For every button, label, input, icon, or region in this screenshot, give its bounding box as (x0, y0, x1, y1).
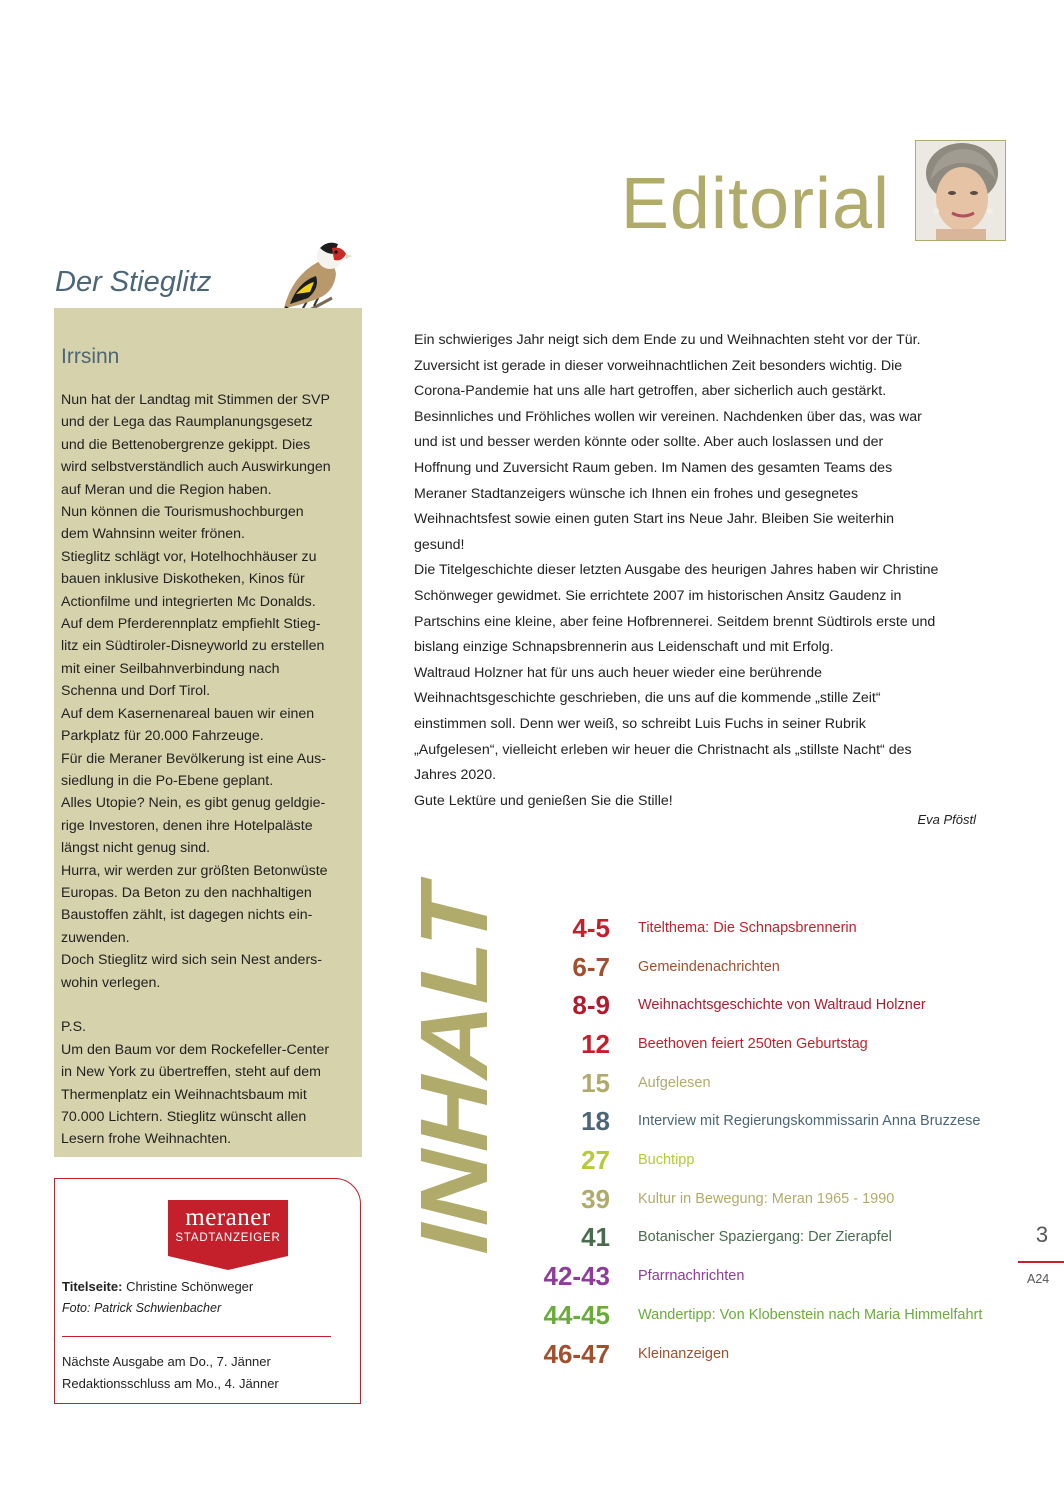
toc-title: Interview mit Regierungskommissarin Anna Bruzzese (638, 1113, 981, 1129)
toc-title: Botanischer Spaziergang: Der Zierapfel (638, 1229, 892, 1245)
toc-item[interactable] (520, 1066, 1020, 1100)
toc-item[interactable] (520, 1182, 1020, 1216)
toc-item[interactable] (520, 950, 1020, 984)
toc-item[interactable] (520, 911, 1020, 945)
toc-pages: 18 (581, 1106, 610, 1136)
toc-title: Kleinanzeigen (638, 1346, 730, 1362)
page-code: A24 (1027, 1272, 1050, 1286)
toc-item[interactable] (520, 988, 1020, 1022)
cover-credit-value: Christine Schönweger (122, 1279, 254, 1294)
toc-heading (400, 888, 508, 1266)
toc-title: Aufgelesen (638, 1075, 711, 1091)
meraner-stadtanzeiger-logo (168, 1200, 288, 1270)
toc-pages: 8-9 (572, 990, 610, 1020)
toc-pages: 6-7 (572, 952, 610, 982)
toc-pages: 12 (581, 1029, 610, 1059)
editorial-author: Eva Pföstl (917, 812, 976, 827)
toc-pages: 39 (581, 1184, 610, 1214)
imprint-divider (62, 1336, 331, 1337)
toc-heading-text: INHALT (400, 893, 508, 1266)
author-portrait (915, 140, 1006, 241)
toc-title: Pfarrnachrichten (638, 1268, 745, 1284)
toc-title: Beethoven feiert 250ten Geburtstag (638, 1036, 868, 1052)
stieglitz-heading: Irrsinn (61, 345, 120, 368)
toc-title: Buchtipp (638, 1152, 695, 1168)
stieglitz-text: Nun hat der Landtag mit Stimmen der SVP und der Lega das Raumplanungsgesetz und die Bettenobergrenze gekippt. Dies wird selbstverständlich auch Auswirkungen auf Meran und die Region haben. Nun können die Tourismushochburgen dem Wahnsinn weiter frönen. Stieglitz schlägt vor, Hotelhochhäuser zu bauen inklusive Diskotheken, Kinos für Actionfilme und integrierten Mc Donalds. Auf dem Pferderennplatz empfiehlt Stieg- litz ein Südtiroler-Disneyworld zu erstellen mit einer Seilbahnverbindung nach Schenna und Dorf Tirol. Auf dem Kasernenareal bauen wir einen Parkplatz für 20.000 Fahrzeuge. Für die Meraner Bevölkerung ist eine Aus- siedlung in die Po-Ebene geplant. Alles Utopie? Nein, es gibt genug geldgie- rige Investoren, denen ihre Hotelpaläste längst nicht genug sind. Hurra, wir werden zur größten Betonwüste Europas. Da Beton zu den nachhaltigen Baustoffen zählt, ist dagegen nichts ein- zuwenden. Doch Stieglitz wird sich sein Nest anders- wohin verlegen. P.S. Um den Baum vor dem Rockefeller-Center in New York zu übertreffen, steht auf dem Thermenplatz ein Weihnachtsbaum mit 70.000 Lichtern. Stieglitz wünscht allen Lesern frohe Weihnachten. (61, 392, 331, 1148)
toc-pages: 41 (581, 1222, 610, 1252)
toc-item[interactable] (520, 1220, 1020, 1254)
page-number-divider (1018, 1261, 1064, 1263)
toc-pages: 42-43 (543, 1261, 610, 1291)
toc-title: Titelthema: Die Schnapsbrennerin (638, 920, 857, 936)
toc-pages: 44-45 (543, 1300, 610, 1330)
page-number: 3 (1035, 1222, 1049, 1247)
toc-pages: 27 (581, 1145, 610, 1175)
cover-credit (62, 1279, 253, 1294)
toc-item[interactable] (520, 1298, 1020, 1332)
toc-title: Gemeindenachrichten (638, 959, 780, 975)
toc-title: Weihnachtsgeschichte von Waltraud Holzner (638, 997, 926, 1013)
toc-item[interactable] (520, 1027, 1020, 1061)
editorial-deadline: Redaktionsschluss am Mo., 4. Jänner (62, 1376, 279, 1391)
toc-item[interactable] (520, 1143, 1020, 1177)
next-issue: Nächste Ausgabe am Do., 7. Jänner (62, 1354, 271, 1369)
cover-credit-label: Titelseite: (62, 1279, 123, 1294)
toc-pages: 4-5 (572, 913, 610, 943)
toc-title: Kultur in Bewegung: Meran 1965 - 1990 (638, 1191, 895, 1207)
toc-title: Wandertipp: Von Klobenstein nach Maria Himmelfahrt (638, 1307, 983, 1323)
toc-item[interactable] (520, 1337, 1020, 1371)
photo-credit: Foto: Patrick Schwienbacher (62, 1301, 222, 1315)
editorial-body: Ein schwieriges Jahr neigt sich dem Ende zu und Weihnachten steht vor der Tür. Zuversicht ist gerade in dieser vorweihnachtlichen Zeit besonders wichtig. Die Corona-Pandemie hat uns alle hart getroffen, aber sicherlich auch gestärkt. Besinnliches und Fröhliches wollen wir vereinen. Nachdenken über das, was war und ist und besser werden könnte oder sollte. Aber auch loslassen und der Hoffnung und Zuversicht Raum geben. Im Namen des gesamten Teams des Meraner Stadtanzeigers wünsche ich Ihnen ein frohes und gesegnetes Weihnachtsfest sowie einen guten Start ins Neue Jahr. Bleiben Sie weiterhin gesund! Die Titelgeschichte dieser letzten Ausgabe des heurigen Jahres haben wir Christine Schönweger gewidmet. Sie errichtete 2007 im historischen Ansitz Gaudenz in Partschins eine kleine, aber feine Hofbrennerei. Seitdem brennt Südtirols erste und bislang einzige Schnapsbrennerin aus Leidenschaft und mit Erfolg. Waltraud Holzner hat für uns auch heuer wieder eine berührende Weihnachtsgeschichte geschrieben, die uns auf die kommende „stille Zeit“ einstimmen soll. Denn wer weiß, so schreibt Luis Fuchs in seiner Rubrik „Aufgelesen“, vielleicht erleben wir heuer die Christnacht als „stillste Nacht“ des Jahres 2020. Gute Lektüre und genießen Sie die Stille! (414, 332, 939, 809)
editorial-title: Editorial (620, 164, 890, 244)
logo-word: meraner (185, 1204, 271, 1231)
logo-subtitle: STADTANZEIGER (175, 1232, 281, 1244)
stieglitz-column-title: Der Stieglitz (55, 266, 212, 298)
toc-item[interactable] (520, 1104, 1020, 1138)
toc-pages: 46-47 (543, 1339, 610, 1369)
toc-pages: 15 (581, 1068, 610, 1098)
toc-item[interactable] (520, 1259, 1020, 1293)
